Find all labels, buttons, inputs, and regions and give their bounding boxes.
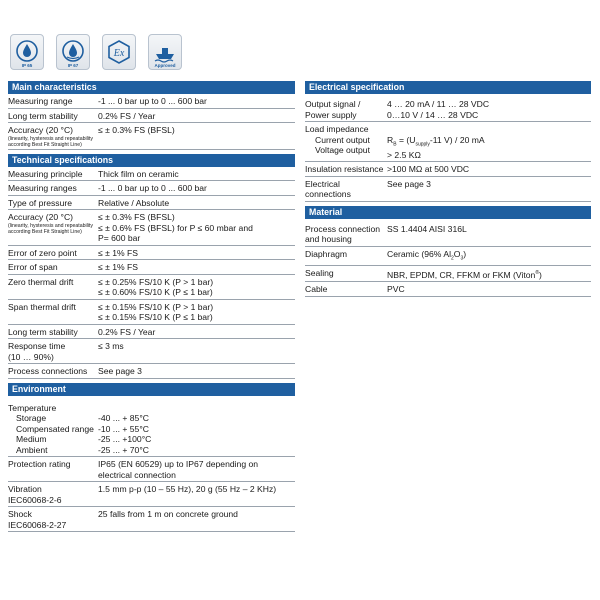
process-label-1: Process connection <box>305 223 380 234</box>
medium-value: -25 ... +100°C <box>98 434 152 444</box>
material-process-row <box>305 219 591 247</box>
tech-zero-error-row <box>8 246 295 261</box>
accuracy-label: Accuracy (20 °C) <box>8 212 74 222</box>
main-long-term-row <box>8 109 295 124</box>
value: ≤ ± 1% FS <box>98 262 138 272</box>
tech-zero-drift-row <box>8 275 295 300</box>
tech-accuracy-row <box>8 210 295 246</box>
output-label-2: Power supply <box>305 109 357 120</box>
value: 25 falls from 1 m on concrete ground <box>98 509 238 519</box>
accuracy-label: Accuracy (20 °C) <box>8 125 74 135</box>
env-vibration-row <box>8 482 295 507</box>
output-label-1: Output signal / <box>305 99 361 109</box>
ip67-drop-icon <box>56 34 90 70</box>
env-temperature-row <box>8 396 295 458</box>
value <box>98 459 295 480</box>
label <box>8 509 98 530</box>
voltage-label: Voltage output <box>315 145 370 155</box>
value: NBR, EPDM, CR, FFKM or FKM (Viton®) <box>387 269 542 280</box>
left-column <box>8 81 295 532</box>
protection-value-1: IP65 (EN 60529) up to IP67 depending on <box>98 459 259 469</box>
env-shock-row <box>8 507 295 532</box>
label: Diaphragm <box>305 248 348 259</box>
value: 0.2% FS / Year <box>98 326 156 337</box>
value: PVC <box>387 284 405 295</box>
label: Measuring range <box>8 96 73 106</box>
material-header: Material <box>305 206 591 219</box>
value: -1 ... 0 bar up to 0 ... 600 bar <box>98 183 207 193</box>
value: Relative / Absolute <box>98 197 170 208</box>
electrical-specification-header: Electrical specification <box>305 81 591 94</box>
tech-pressure-row <box>8 196 295 211</box>
temperature-values <box>98 403 295 456</box>
current-formula: $R_B = (U_{supply}-11$ V) / 20 mA <box>387 134 485 148</box>
value: Ceramic (96% $Al_2O_3$) <box>387 248 467 262</box>
elec-insulation-row <box>305 162 591 177</box>
span-drift-value-1: ≤ ± 0.15% FS/10 K (P > 1 bar) <box>98 301 214 312</box>
env-protection-row <box>8 457 295 482</box>
svg-text:Ex: Ex <box>113 48 125 59</box>
tech-long-term-row <box>8 325 295 340</box>
ip65-drop-icon <box>10 34 44 70</box>
material-sealing-row <box>305 266 591 282</box>
zero-drift-value-2: ≤ ± 0.60% FS/10 K (P ≤ 1 bar) <box>98 287 213 297</box>
protection-value-2: electrical connection <box>98 469 176 480</box>
shock-label-1: Shock <box>8 509 32 519</box>
accuracy-note: (linearity, hysteresis and repeatability according Best Fit Straight Line) <box>8 222 93 235</box>
label: Measuring ranges <box>8 183 77 193</box>
accuracy-value-2: ≤ ± 0.6% FS (BFSL) for P ≤ 60 mbar and <box>98 222 253 233</box>
marine-approved-icon <box>148 34 182 70</box>
tech-response-row <box>8 339 295 364</box>
right-column <box>305 81 591 297</box>
label: Measuring principle <box>8 168 83 179</box>
output-value-1: 4 … 20 mA / 11 … 28 VDC <box>387 99 490 109</box>
value: ≤ ± 0.3% FS (BFSL) <box>98 125 175 135</box>
value <box>98 212 295 244</box>
label <box>8 125 98 148</box>
storage-label: Storage <box>16 413 47 423</box>
accuracy-note: (linearity, hysteresis and repeatability according Best Fit Straight Line) <box>8 135 93 148</box>
environment-header: Environment <box>8 383 295 396</box>
ip67-caption: IP 67 <box>67 63 79 68</box>
temperature-label: Temperature <box>8 402 57 413</box>
zero-drift-value-1: ≤ ± 0.25% FS/10 K (P > 1 bar) <box>98 276 214 287</box>
main-accuracy-row <box>8 123 295 150</box>
ex-atex-icon <box>102 34 136 70</box>
vibration-label-2: IEC60068-2-6 <box>8 494 62 505</box>
label: Type of pressure <box>8 197 73 208</box>
value: See page 3 <box>98 366 142 376</box>
value <box>98 302 295 323</box>
value: See page 3 <box>387 178 431 189</box>
compensated-value: -10 ... + 55°C <box>98 423 149 434</box>
value: ≤ ± 1% FS <box>98 247 138 258</box>
output-value-2: 0…10 V / 14 … 28 VDC <box>387 109 479 120</box>
label <box>305 99 387 120</box>
tech-process-row <box>8 364 295 379</box>
main-characteristics-header: Main characteristics <box>8 81 295 94</box>
response-label-1: Response time <box>8 341 66 351</box>
temperature-labels <box>8 403 98 456</box>
shock-label-2: IEC60068-2-27 <box>8 519 67 530</box>
load-label: Load impedance <box>305 124 369 134</box>
certification-icons <box>10 34 182 70</box>
label: Zero thermal drift <box>8 276 74 287</box>
tech-span-drift-row <box>8 300 295 325</box>
main-measuring-range-row <box>8 94 295 109</box>
current-label: Current output <box>315 134 370 145</box>
value <box>98 277 295 298</box>
material-cable-row <box>305 282 591 297</box>
technical-specifications-header: Technical specifications <box>8 154 295 167</box>
label: Process connections <box>8 366 88 376</box>
value <box>387 124 591 160</box>
label: Error of span <box>8 262 58 272</box>
tech-span-error-row <box>8 260 295 275</box>
value: -1 ... 0 bar up to 0 ... 600 bar <box>98 96 207 106</box>
label <box>8 484 98 505</box>
elec-output-row <box>305 94 591 121</box>
label: Protection rating <box>8 459 71 469</box>
ambient-label: Ambient <box>16 444 48 455</box>
label <box>8 341 98 362</box>
value <box>387 99 591 120</box>
label: Cable <box>305 284 328 295</box>
ip65-caption: IP 65 <box>21 63 33 68</box>
response-label-2: (10 … 90%) <box>8 351 54 362</box>
tech-ranges-row <box>8 181 295 196</box>
label: Span thermal drift <box>8 301 76 312</box>
label <box>8 212 98 244</box>
label: Error of zero point <box>8 247 77 258</box>
label <box>305 124 387 160</box>
voltage-value: > 2.5 KΩ <box>387 149 421 160</box>
value: SS 1.4404 AISI 316L <box>387 223 467 234</box>
label: Long term stability <box>8 110 78 121</box>
compensated-label: Compensated range <box>16 423 94 434</box>
span-drift-value-2: ≤ ± 0.15% FS/10 K (P ≤ 1 bar) <box>98 312 213 322</box>
medium-label: Medium <box>16 434 47 444</box>
value: 0.2% FS / Year <box>98 110 156 121</box>
value: 1.5 mm p-p (10 – 55 Hz), 20 g (55 Hz – 2 KHz) <box>98 484 277 494</box>
material-diaphragm-row <box>305 247 591 266</box>
accuracy-value-1: ≤ ± 0.3% FS (BFSL) <box>98 212 175 222</box>
label <box>305 224 387 245</box>
label: Insulation resistance <box>305 164 384 175</box>
value: ≤ 3 ms <box>98 341 124 351</box>
accuracy-value-3: P= 600 bar <box>98 233 141 243</box>
process-label-2: and housing <box>305 234 352 245</box>
ambient-value: -25 ... + 70°C <box>98 444 149 455</box>
elec-load-row <box>305 121 591 162</box>
label: Long term stability <box>8 326 78 337</box>
storage-value: -40 ... + 85°C <box>98 413 149 423</box>
tech-principle-row <box>8 167 295 182</box>
approved-caption: Approved <box>154 63 176 68</box>
value: >100 MΩ at 500 VDC <box>387 164 470 175</box>
elec-connections-row <box>305 177 591 202</box>
vibration-label-1: Vibration <box>8 484 42 494</box>
label: Sealing <box>305 267 334 278</box>
value: Thick film on ceramic <box>98 168 179 179</box>
label: Electrical connections <box>305 178 351 200</box>
